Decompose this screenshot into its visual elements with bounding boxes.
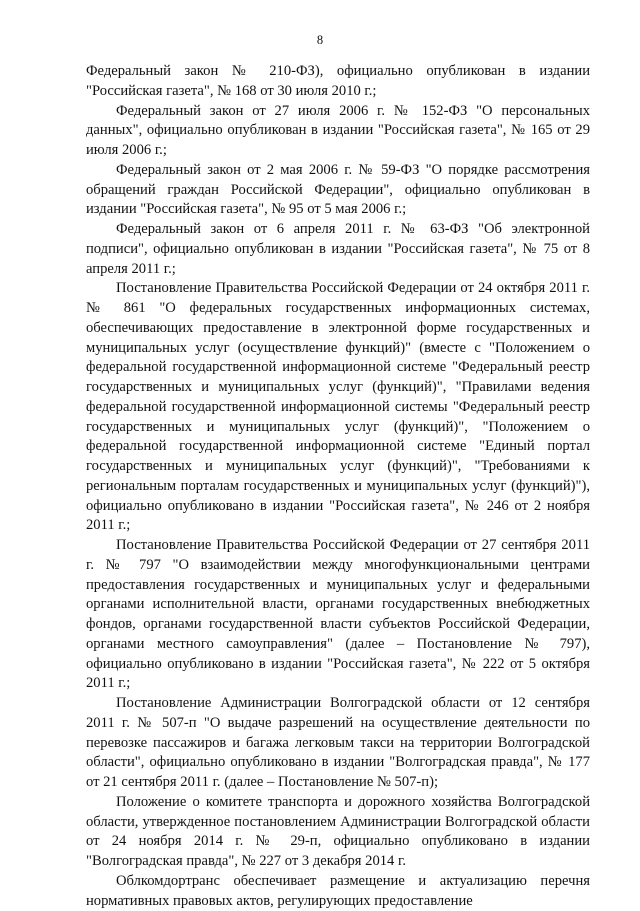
- paragraph-committee-regulation: Положение о комитете транспорта и дорожного хозяйства Волгоградской области, утвержденное постановлением Администрации Волгоградской области от 24 ноября 2014 г. № 29-п, официально опубликовано в издании "Волгоградская правда", № 227 от 3 декабря 2014 г.: [86, 793, 590, 869]
- document-body: [86, 62, 590, 911]
- paragraph-oblkomdortrans: Облкомдортранс обеспечивает размещение и актуализацию перечня нормативных правовых актов, регулирующих предоставление: [86, 872, 590, 909]
- paragraph-resolution-797: Постановление Правительства Российской Федерации от 27 сентября 2011 г. № 797 "О взаимодействии между многофункциональными центрами предоставления государственных и муниципальных услуг и федеральными органами исполнительной власти, органами государственных внебюджетных фондов, органами государственной власти субъектов Российской Федерации, органами местного самоуправления" (далее – Постановление № 797), официально опубликовано в издании "Российская газета", № 222 от 5 октября 2011 г.;: [86, 537, 590, 692]
- paragraph-law-63-fz: Федеральный закон от 6 апреля 2011 г. № 63-ФЗ "Об электронной подписи", официально опубликован в издании "Российская газета", № 75 от 8 апреля 2011 г.;: [86, 221, 590, 277]
- paragraph-law-210-fz-continuation: Федеральный закон № 210-ФЗ), официально опубликован в издании "Российская газета", № 168 от 30 июля 2010 г.;: [86, 63, 590, 99]
- paragraph-law-152-fz: Федеральный закон от 27 июля 2006 г. № 152-ФЗ "О персональных данных", официально опубликован в издании "Российская газета", № 165 от 29 июля 2006 г.;: [86, 102, 590, 158]
- paragraph-law-59-fz: Федеральный закон от 2 мая 2006 г. № 59-ФЗ "О порядке рассмотрения обращений граждан Российской Федерации", официально опубликован в издании "Российская газета", № 95 от 5 мая 2006 г.;: [86, 161, 590, 218]
- page-number: 8: [316, 33, 324, 47]
- paragraph-resolution-861: Постановление Правительства Российской Федерации от 24 октября 2011 г. № 861 "О федеральных государственных информационных системах, обеспечивающих предоставление в электронной форме государственных и муниципальных услуг (осуществление функций)" (вместе с "Положением о федеральной государственной информационной системе "Федеральный реестр государственных и муниципальных услуг (функций)", "Правилами ведения федеральной государственной информационной системы "Федеральный реестр государственных и муниципальных услуг (функций)", "Положением о федеральной государственной информационной системе "Единый портал государственных и муниципальных услуг (функций)", "Требованиями к региональным порталам государственных и муниципальных услуг (функций)"), официально опубликовано в издании "Российская газета", № 246 от 2 ноября 2011 г.;: [86, 280, 590, 534]
- paragraph-resolution-507-p: Постановление Администрации Волгоградской области от 12 сентября 2011 г. № 507-п "О выдаче разрешений на осуществление деятельности по перевозке пассажиров и багажа легковым такси на территории Волгоградской области", официально опубликовано в издании "Волгоградская правда", № 177 от 21 сентября 2011 г. (далее – Постановление № 507-п);: [86, 695, 590, 790]
